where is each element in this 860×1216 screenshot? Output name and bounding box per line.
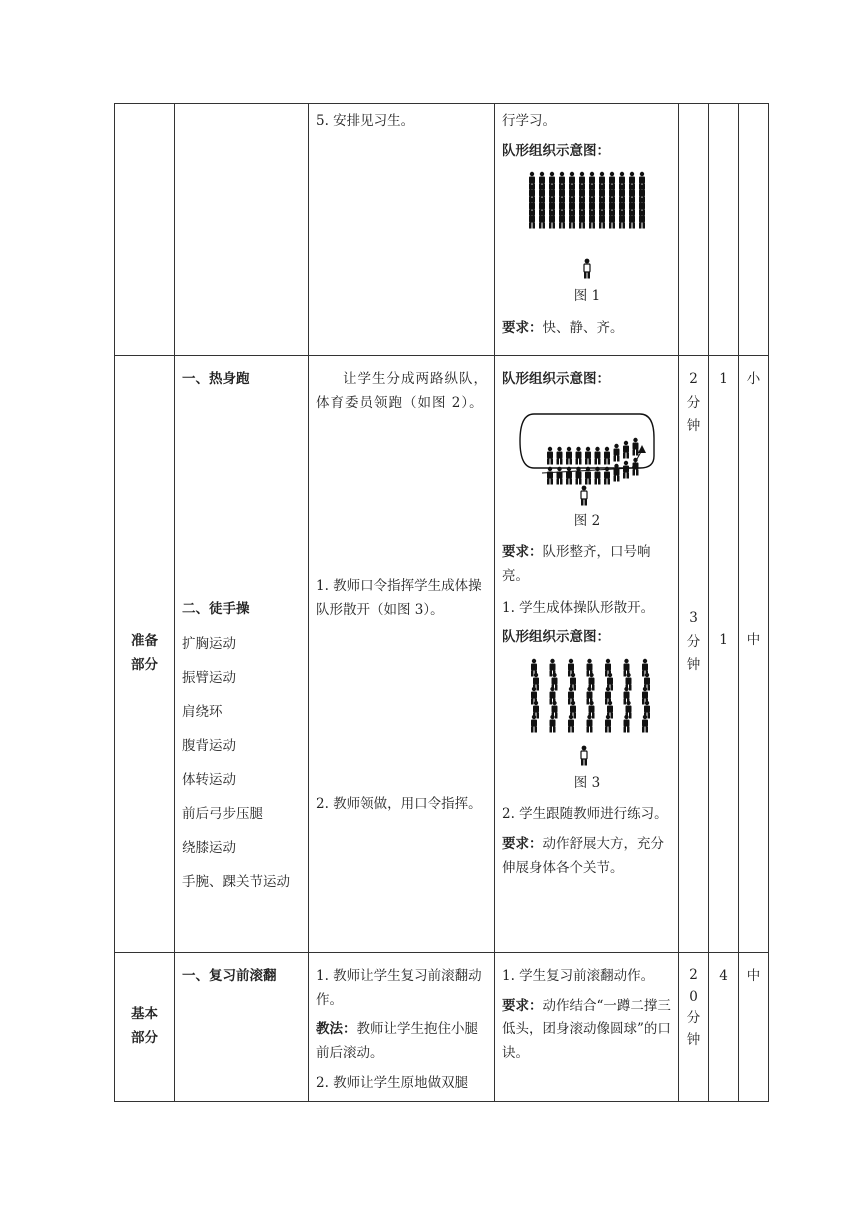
content-cell [175, 953, 309, 1102]
student-figure [557, 466, 563, 484]
section-preparation: 准备 部分 [115, 356, 175, 953]
student-figure [624, 715, 630, 733]
count-forward-roll: 4 [719, 968, 728, 984]
teacher-step-2: 2. 教师让学生原地做双腿 [316, 1074, 469, 1091]
formation-diagram-1 [522, 169, 652, 281]
student-figure [614, 463, 620, 481]
teacher-step-1: 1. 教师口令指挥学生成体操队形散开（如图 3）。 [316, 578, 482, 618]
count-cell-empty [709, 104, 739, 356]
student-figure [585, 466, 591, 484]
student-figure [566, 446, 572, 464]
formation-diagram-2 [512, 398, 662, 506]
student-figure [609, 211, 615, 229]
student-figure [605, 715, 611, 733]
teacher-step-1: 1. 教师让学生复习前滚翻动作。 [316, 968, 482, 1008]
teacher-activity-cell [309, 953, 495, 1102]
requirement: 要求：动作结合“一蹲二撑三低头，团身滚动像圆球”的口诀。 [502, 997, 671, 1061]
figure-caption-2: 图 2 [573, 512, 601, 529]
diagram-title: 队形组织示意图： [502, 371, 610, 387]
student-figure [639, 211, 645, 229]
student-figure [589, 211, 595, 229]
formation-diagram-3 [522, 656, 652, 768]
requirement: 要求：队形整齐，口号响亮。 [502, 544, 651, 584]
exercise-item: 前后弓步压腿 [182, 806, 263, 823]
student-figure [579, 211, 585, 229]
requirement: 要求：动作舒展大方，充分伸展身体各个关节。 [502, 836, 664, 876]
teacher-step-5: 5. 安排见习生。 [316, 113, 415, 129]
student-figure [642, 715, 648, 733]
student-step-1: 1. 学生复习前滚翻动作。 [502, 968, 655, 984]
exercise-item: 体转运动 [182, 772, 236, 789]
basic-row [115, 953, 769, 1102]
intensity-forward-roll: 中 [746, 968, 761, 984]
student-figure [547, 446, 553, 464]
student-figure [604, 446, 610, 464]
preparation-row [115, 356, 769, 953]
exercise-item: 振臂运动 [182, 670, 236, 687]
content-cell [175, 356, 309, 953]
student-figure [550, 715, 556, 733]
exercise-item: 绕膝运动 [182, 840, 236, 857]
student-figure [623, 460, 629, 478]
student-figure [576, 466, 582, 484]
student-figure [623, 440, 629, 458]
item-title-exercises: 二、徒手操 [182, 600, 250, 617]
intensity-cell-empty [739, 104, 769, 356]
student-figure [547, 466, 553, 484]
student-figure [559, 211, 565, 229]
student-figure [599, 211, 605, 229]
exercise-item: 手腕、踝关节运动 [182, 874, 290, 891]
student-text: 行学习。 [502, 113, 556, 129]
continuation-row [115, 104, 769, 356]
student-figure [585, 446, 591, 464]
student-figure [633, 457, 639, 475]
time-cell [679, 953, 709, 1102]
diagram-title: 队形组织示意图： [502, 142, 610, 159]
student-step-1: 1. 学生成体操队形散开。 [502, 599, 655, 616]
student-figure [566, 466, 572, 484]
student-activity-cell [495, 104, 679, 356]
requirement: 要求：快、静、齐。 [502, 319, 624, 336]
teacher-step-2: 2. 教师领做，用口令指挥。 [316, 795, 482, 812]
student-figure [568, 715, 574, 733]
item-title-warmup: 一、热身跑 [182, 371, 250, 387]
student-figure [539, 211, 545, 229]
teaching-method: 教法：教师让学生抱住小腿前后滚动。 [316, 1021, 478, 1061]
count-cell [709, 953, 739, 1102]
teacher-figure [584, 259, 590, 279]
figure-caption-3: 图 3 [573, 774, 601, 791]
teacher-activity-cell [309, 104, 495, 356]
student-figure [595, 446, 601, 464]
student-figure [569, 211, 575, 229]
intensity-cell [739, 356, 769, 953]
exercise-item: 腹背运动 [182, 738, 236, 755]
exercise-list [182, 627, 302, 899]
time-exercises: 3 分 钟 [686, 609, 701, 674]
teacher-activity-cell [309, 356, 495, 953]
student-figure [619, 211, 625, 229]
student-figure [549, 211, 555, 229]
student-figure [531, 715, 537, 733]
teacher-warmup-text: 让学生分成两路纵队，体育委员领跑（如图 2）。 [316, 371, 488, 411]
section-cell-empty [115, 104, 175, 356]
count-exercises: 1 [719, 631, 728, 648]
intensity-cell [739, 953, 769, 1102]
intensity-exercises: 中 [746, 631, 761, 648]
count-cell [709, 356, 739, 953]
student-figure [614, 443, 620, 461]
student-step-2: 2. 学生跟随教师进行练习。 [502, 806, 668, 823]
content-cell-empty [175, 104, 309, 356]
time-warmup: 2 分 钟 [686, 371, 701, 435]
teacher-figure [581, 485, 587, 505]
intensity-warmup: 小 [746, 371, 761, 387]
time-cell [679, 356, 709, 953]
time-cell-empty [679, 104, 709, 356]
student-figure [557, 446, 563, 464]
item-title-forward-roll: 一、复习前滚翻 [182, 968, 277, 984]
student-figure [529, 211, 535, 229]
student-figure [629, 211, 635, 229]
exercise-item: 扩胸运动 [182, 636, 236, 653]
section-basic: 基本 部分 [115, 953, 175, 1102]
student-activity-cell [495, 953, 679, 1102]
figure-caption-1: 图 1 [573, 288, 601, 305]
student-activity-cell [495, 356, 679, 953]
teacher-figure [581, 745, 587, 765]
student-figure [633, 437, 639, 455]
time-forward-roll: 2 0 分 钟 [686, 967, 701, 1048]
count-warmup: 1 [719, 371, 728, 387]
exercise-item: 肩绕环 [182, 704, 223, 721]
diagram-title: 队形组织示意图： [502, 629, 610, 646]
lesson-plan-table [114, 103, 769, 1102]
student-figure [587, 715, 593, 733]
student-figure [576, 446, 582, 464]
